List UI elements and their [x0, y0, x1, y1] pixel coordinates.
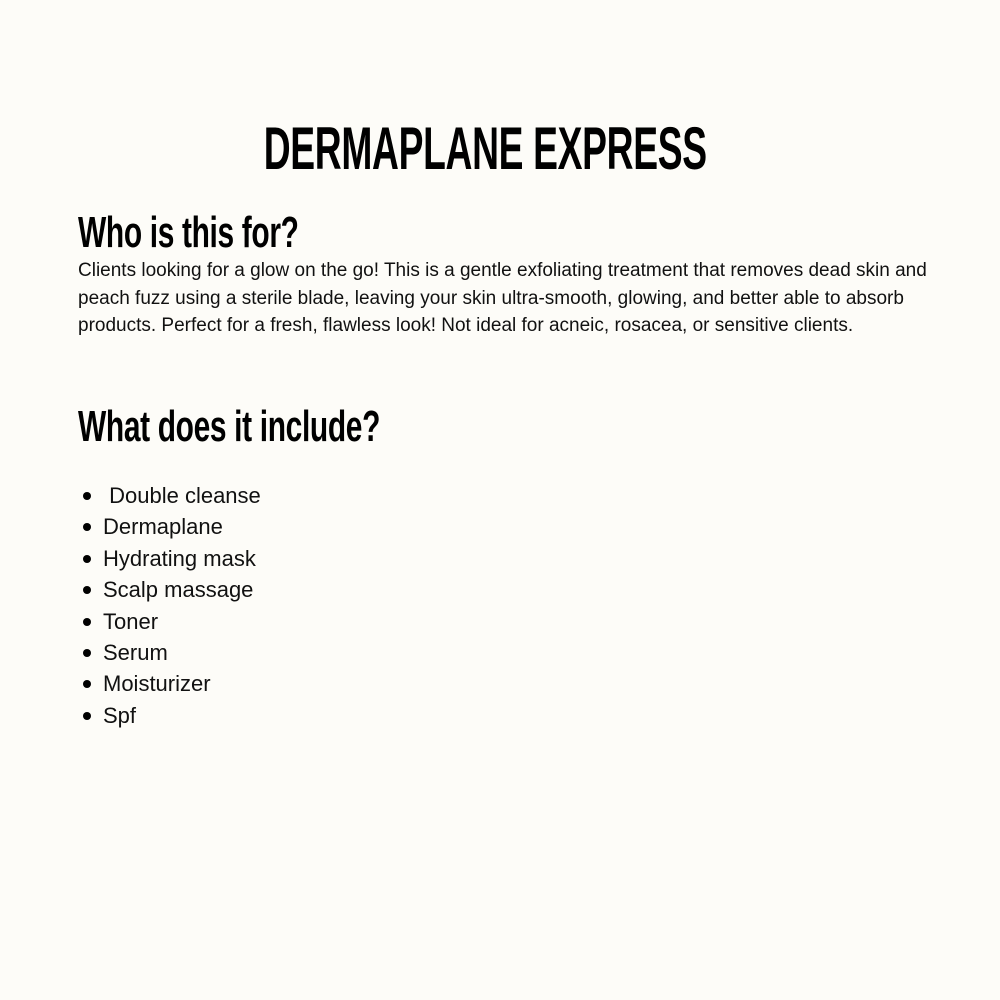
section-heading-who: Who is this for? — [78, 208, 299, 257]
list-item — [78, 511, 261, 542]
bullet-icon — [83, 586, 91, 594]
bullet-icon — [83, 492, 91, 500]
section-description-who: Clients looking for a glow on the go! This is a gentle exfoliating treatment that removes dead skin and peach fuzz using a sterile blade, leaving your skin ultra-smooth, glowing, and better able to absorb products. Perfect for a fresh, flawless look! Not ideal for acneic, rosacea, or sensitive clients. — [78, 260, 927, 336]
list-item — [78, 700, 261, 731]
list-item-label: Double cleanse — [103, 483, 261, 508]
section-heading-what: What does it include? — [78, 402, 381, 451]
list-item-label: Dermaplane — [103, 514, 223, 540]
page-title: DERMAPLANE EXPRESS — [263, 115, 707, 182]
list-item — [78, 574, 261, 605]
bullet-icon — [83, 712, 91, 720]
list-item — [78, 606, 261, 637]
bullet-icon — [83, 649, 91, 657]
list-item-label: Hydrating mask — [103, 545, 256, 571]
bullet-icon — [83, 555, 91, 563]
title-container — [0, 115, 970, 182]
includes-list — [78, 480, 261, 731]
list-item-label: Serum — [103, 640, 168, 666]
list-item-label: Moisturizer — [103, 671, 211, 697]
list-item — [78, 637, 261, 668]
list-item-label: Toner — [103, 608, 159, 634]
list-item — [78, 668, 261, 699]
bullet-icon — [83, 618, 91, 626]
list-item-label: Scalp massage — [103, 577, 254, 603]
bullet-icon — [83, 523, 91, 531]
list-item-label: Spf — [103, 702, 137, 728]
bullet-icon — [83, 680, 91, 688]
list-item — [78, 543, 261, 574]
list-item — [78, 480, 261, 511]
